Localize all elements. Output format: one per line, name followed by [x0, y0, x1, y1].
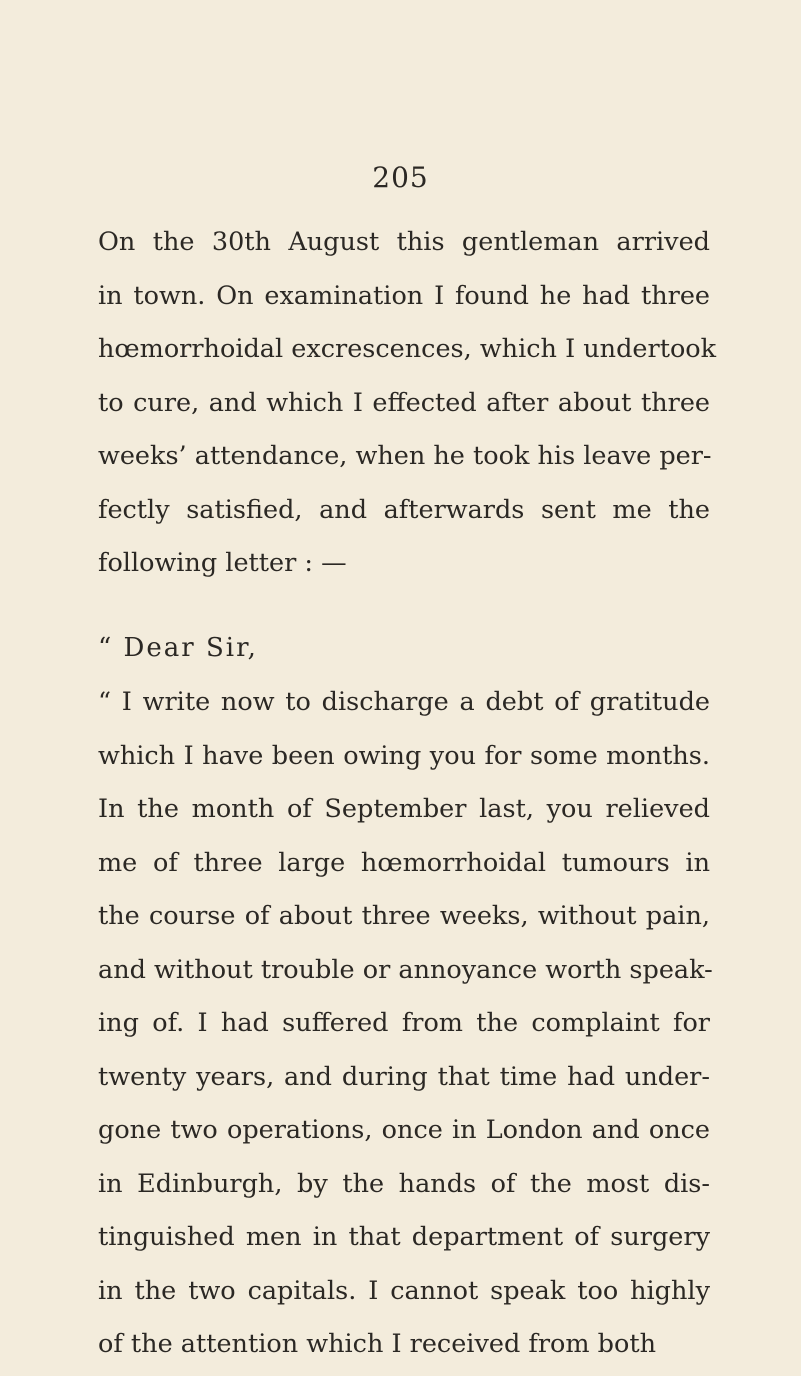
text-line: fectly satisfied, and afterwards sent me the [98, 494, 710, 525]
text-line: ing of. I had suffered from the complaint for [98, 1008, 710, 1038]
text-line: “ I write now to discharge a debt of gratitude [98, 687, 710, 717]
text-line: following letter : — [98, 548, 347, 578]
text-line: me of three large hœmorrhoidal tumours in [98, 847, 710, 878]
paragraph-opening [98, 216, 717, 591]
text-line: weeks’ attendance, when he took his leave per- [98, 441, 712, 471]
text-line: On the 30th August this gentleman arrived [98, 227, 710, 257]
text-line: twenty years, and during that time had under- [98, 1061, 710, 1092]
salutation-line: “ Dear Sir, [98, 633, 258, 663]
letter-salutation [98, 622, 710, 676]
text-line: the course of about three weeks, without pain, [98, 901, 710, 931]
page-number: 205 [372, 161, 429, 194]
text-line: in town. On examination I found he had three [98, 280, 710, 311]
text-line: In the month of September last, you relieved [98, 794, 710, 824]
text-line: hœmorrhoidal excrescences, which I undertook [98, 334, 717, 364]
text-line: in Edinburgh, by the hands of the most dis- [98, 1168, 710, 1199]
text-line: gone two operations, once in London and once [98, 1115, 710, 1145]
text-line: to cure, and which I effected after about three [98, 387, 710, 418]
text-line: in the two capitals. I cannot speak too highly [98, 1275, 710, 1306]
text-line: of the attention which I received from both [98, 1329, 656, 1359]
text-line: tinguished men in that department of surgery [98, 1222, 710, 1252]
text-line: which I have been owing you for some months. [98, 740, 710, 771]
text-line: and without trouble or annoyance worth speak- [98, 954, 713, 985]
letter-body [98, 676, 713, 1372]
